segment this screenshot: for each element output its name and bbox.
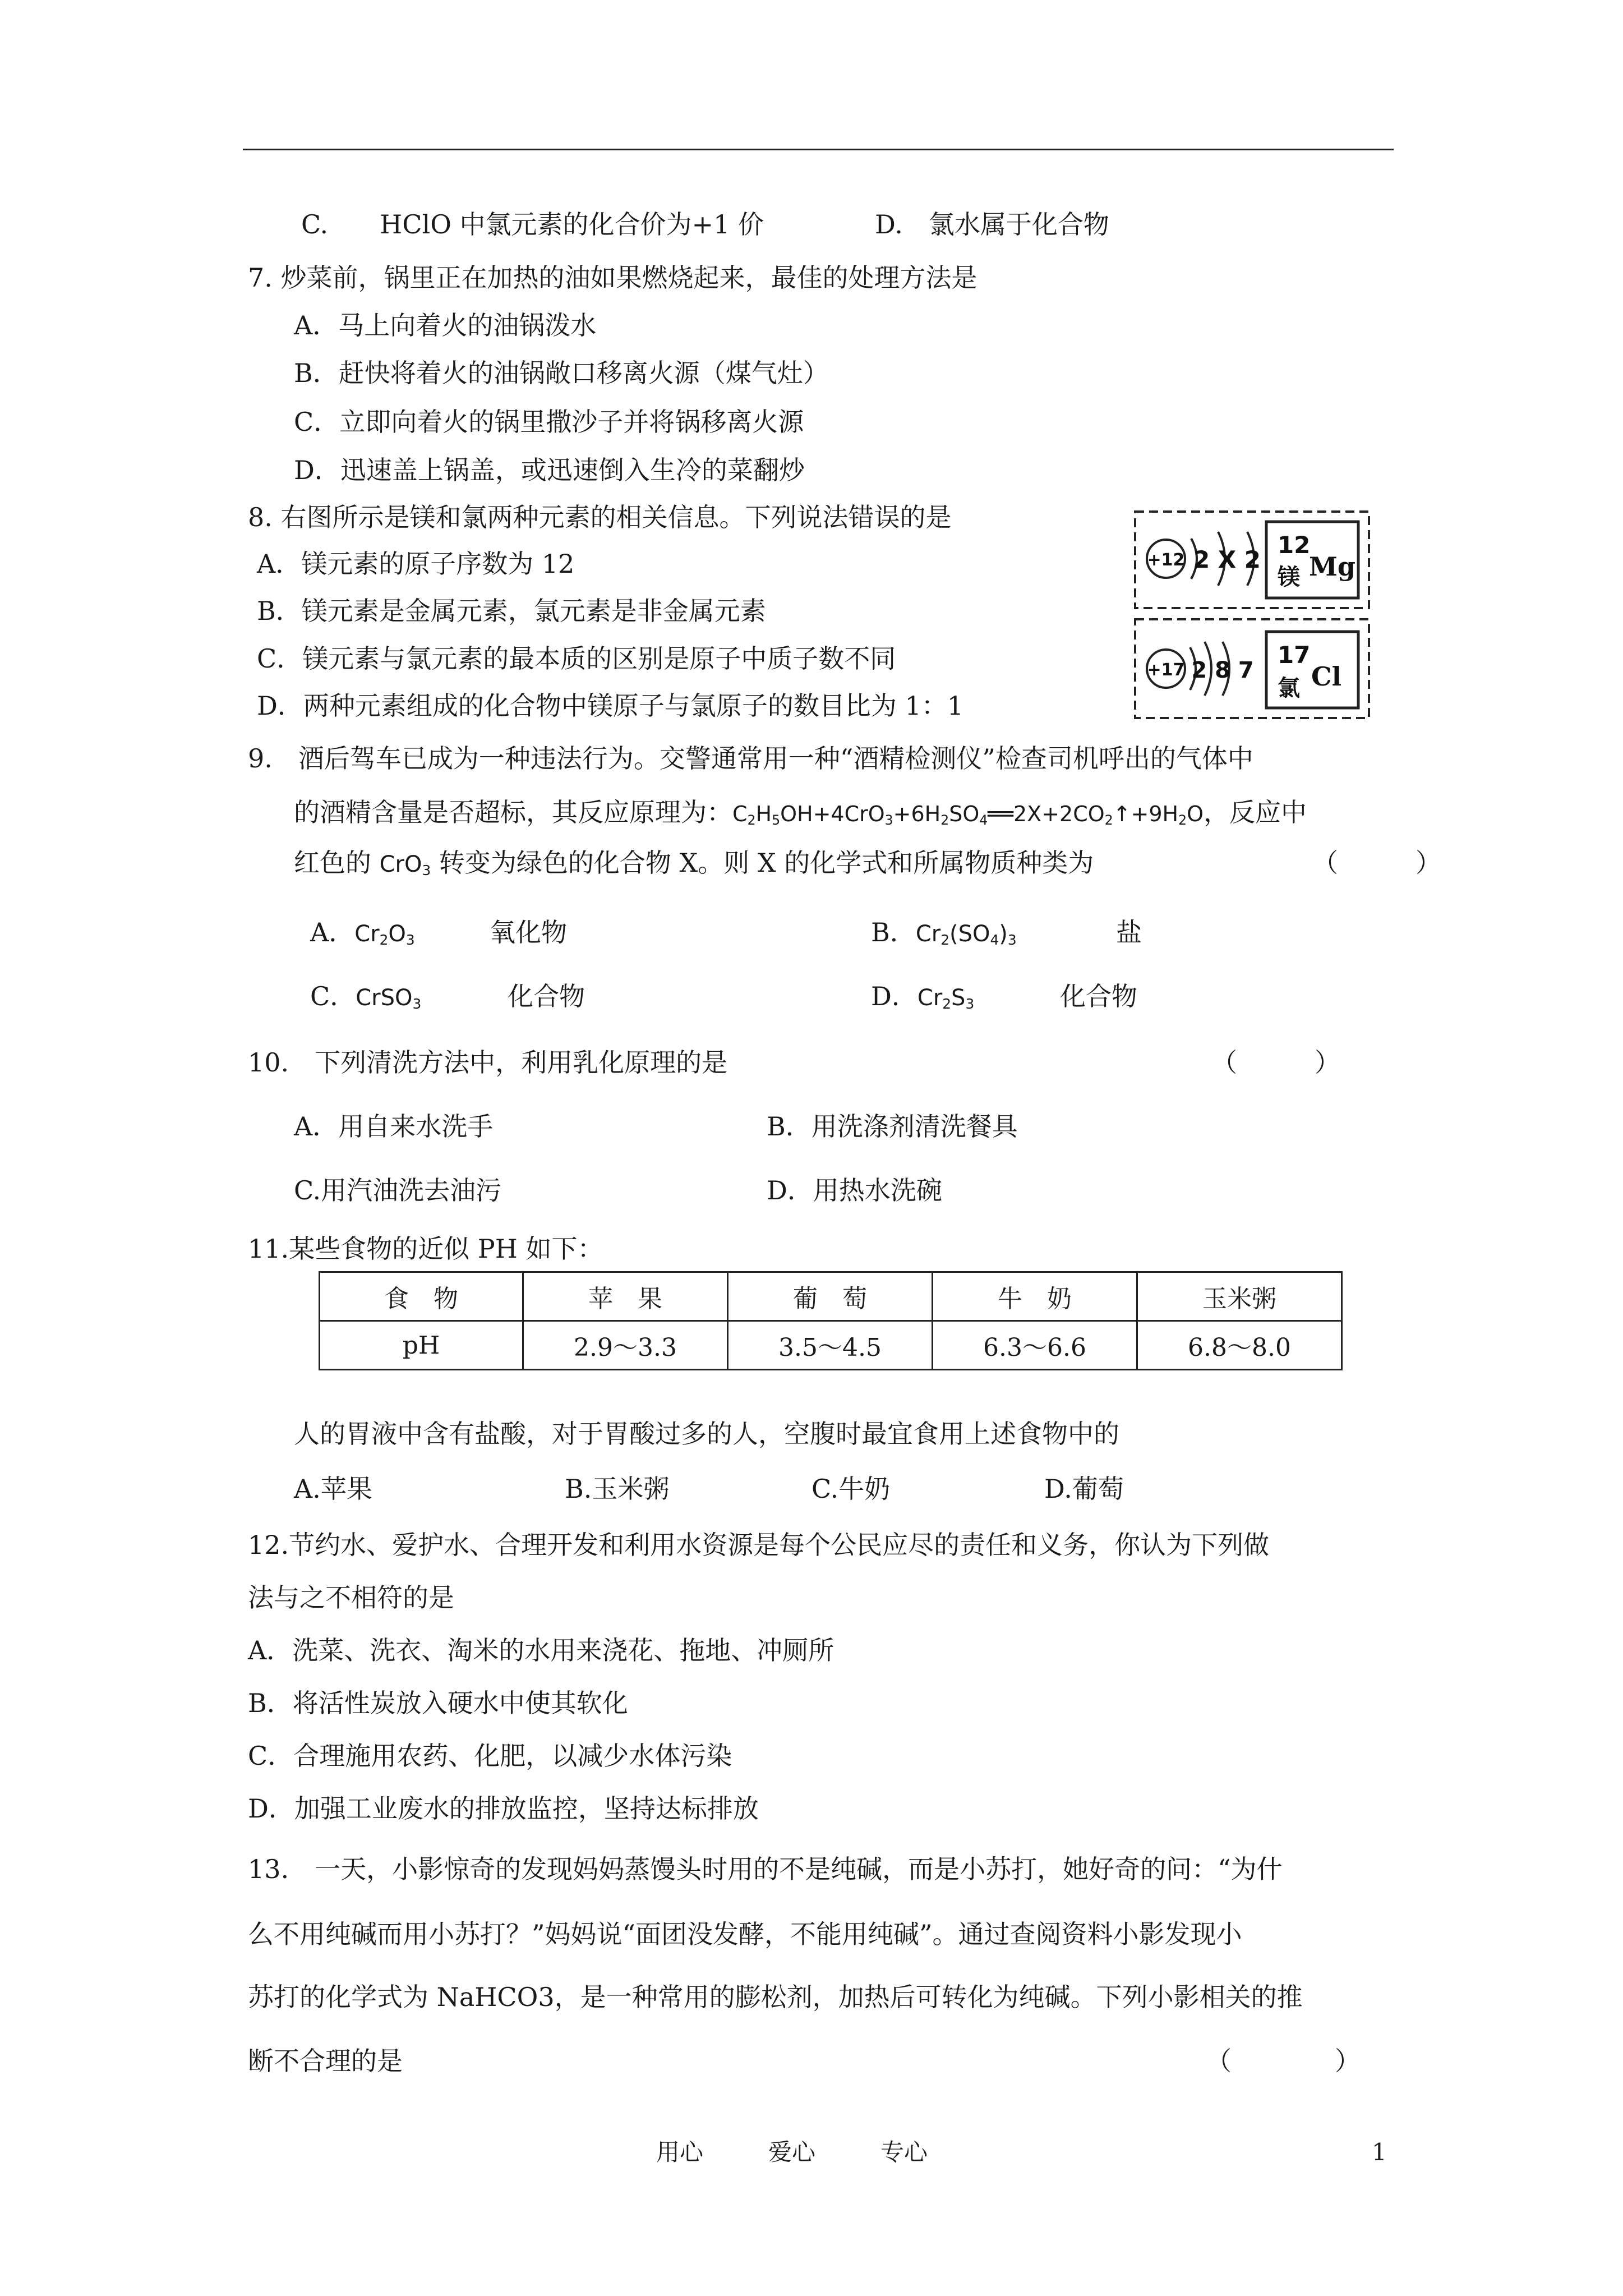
q9-answer-bracket: （ ） (1312, 848, 1441, 878)
q10-option-d: D．用热水洗碗 (767, 1175, 942, 1205)
q9-equation: $C_2H_5OH+4CrO_3+6H_2SO_4══2X+2CO_2↑+9H_2O$ (732, 802, 1204, 828)
q8-option-a: A．镁元素的原子序数为 12 (257, 549, 575, 579)
ph-table-header-row (320, 1272, 1342, 1321)
q13-answer-bracket: （ ） (1206, 2046, 1361, 2076)
q10-option-a: A．用自来水洗手 (294, 1111, 494, 1142)
ph-table-header-cell: 葡 萄 (728, 1272, 933, 1321)
q9-line-1: 9. 酒后驾车已成为一种违法行为。交警通常用一种“酒精检测仪”检查司机呼出的气体中 (248, 743, 1253, 774)
q13-line-3: 苏打的化学式为 NaHCO3，是一种常用的膨松剂，加热后可转化为纯碱。下列小影相关的推 (248, 1982, 1303, 2012)
q12-line-1: 12.节约水、爱护水、合理开发和利用水资源是每个公民应尽的责任和义务，你认为下列做 (248, 1530, 1270, 1560)
footer-left-motto: 用心 (656, 2138, 704, 2166)
q11-option-b: B.玉米粥 (565, 1474, 670, 1504)
ph-table-header-cell: 苹 果 (523, 1272, 728, 1321)
q12-line-2: 法与之不相符的是 (248, 1582, 454, 1613)
q9-option-d: D．$Cr_2S_3$ (871, 981, 975, 1013)
q10-option-b: B．用洗涤剂清洗餐具 (767, 1111, 1018, 1142)
cl-atomic-number: 17 (1278, 641, 1311, 669)
q12-option-b: B．将活性炭放入硬水中使其软化 (248, 1688, 628, 1718)
q6-option-d: D. 氯水属于化合物 (875, 209, 1109, 240)
q10-option-c: C.用汽油洗去油污 (294, 1175, 502, 1205)
q9-option-d-type: 化合物 (1060, 981, 1137, 1011)
q12-option-c: C．合理施用农药、化肥，以减少水体污染 (248, 1741, 732, 1771)
q11-line-2: 人的胃液中含有盐酸，对于胃酸过多的人，空腹时最宜食用上述食物中的 (294, 1419, 1119, 1449)
cl-nucleus: +17 (1147, 660, 1185, 680)
q8-option-c: C．镁元素与氯元素的最本质的区别是原子中质子数不同 (257, 643, 896, 674)
ph-table (319, 1271, 1343, 1370)
q12-option-d: D．加强工业废水的排放监控，坚持达标排放 (248, 1793, 759, 1824)
q11-option-d: D.葡萄 (1044, 1474, 1124, 1504)
footer-right-motto: 专心 (880, 2138, 928, 2166)
q9-line-2: 的酒精含量是否超标，其反应原理为：$C_2H_5OH+4CrO_3+6H_2SO_4══2X+2CO_2↑+9H_2O$，反应中 (294, 797, 1307, 828)
ph-table-header-cell: 牛 奶 (933, 1272, 1137, 1321)
mg-element-card (1266, 522, 1358, 598)
ph-table-cell: 6.8～8.0 (1137, 1321, 1342, 1370)
q9-option-c: C．CrSO$_3$ (310, 981, 422, 1013)
q11-option-a: A.苹果 (294, 1474, 372, 1504)
ph-table-cell: 2.9～3.3 (523, 1321, 728, 1370)
q10-stem: 10. 下列清洗方法中，利用乳化原理的是 (248, 1047, 728, 1078)
cl-element-card (1266, 632, 1358, 708)
q9-option-a-type: 氧化物 (490, 917, 567, 947)
ph-table-header-cell: 玉米粥 (1137, 1272, 1342, 1321)
ph-table-cell: 6.3～6.6 (933, 1321, 1137, 1370)
footer-middle-motto: 爱心 (768, 2138, 816, 2166)
mg-cl-element-figure (1133, 509, 1371, 721)
q7-stem: 7. 炒菜前，锅里正在加热的油如果燃烧起来，最佳的处理方法是 (248, 263, 978, 293)
q9-option-b-type: 盐 (1116, 917, 1142, 947)
cl-atom-diagram (1147, 642, 1254, 696)
q13-line-1: 13. 一天，小影惊奇的发现妈妈蒸馒头时用的不是纯碱，而是小苏打，她好奇的问：“为什 (248, 1854, 1283, 1884)
mg-atomic-number: 12 (1278, 531, 1311, 559)
q11-stem: 11.某些食物的近似 PH 如下： (248, 1234, 603, 1264)
cl-symbol: Cl (1311, 661, 1342, 692)
mg-electron-shells: 2 X 2 (1193, 546, 1261, 573)
q7-option-c: C．立即向着火的锅里撒沙子并将锅移离火源 (294, 407, 804, 437)
q13-line-4: 断不合理的是 (248, 2046, 403, 2076)
ph-table-header-cell: 食 物 (320, 1272, 523, 1321)
q13-line-2: 么不用纯碱而用小苏打？”妈妈说“面团没发酵，不能用纯碱”。通过查阅资料小影发现小 (248, 1919, 1242, 1949)
mg-symbol: Mg (1309, 551, 1356, 582)
q6-option-c: C. HClO 中氯元素的化合价为+1 价 (301, 209, 764, 240)
cl-electron-shells: 2 8 7 (1191, 657, 1254, 683)
cl-name: 氯 (1278, 675, 1300, 701)
q9-option-a: A．$Cr_2O_3$ (310, 917, 415, 949)
q7-option-d: D．迅速盖上锅盖，或迅速倒入生冷的菜翻炒 (294, 455, 805, 485)
mg-atom-diagram (1147, 532, 1261, 586)
mg-name: 镁 (1278, 564, 1300, 590)
q8-option-b: B．镁元素是金属元素，氯元素是非金属元素 (257, 596, 766, 626)
q7-option-b: B．赶快将着火的油锅敞口移离火源（煤气灶） (294, 358, 829, 388)
q12-option-a: A．洗菜、洗衣、淘米的水用来浇花、拖地、冲厕所 (248, 1635, 834, 1665)
mg-nucleus: +12 (1147, 550, 1185, 570)
header-rule (243, 149, 1394, 150)
q8-option-d: D．两种元素组成的化合物中镁原子与氯原子的数目比为 1：1 (257, 691, 964, 721)
q9-option-c-type: 化合物 (508, 981, 585, 1011)
q11-option-c: C.牛奶 (811, 1474, 891, 1504)
q9-option-b: B．$Cr_2(SO_4)_3$ (871, 917, 1017, 949)
ph-table-cell: pH (320, 1321, 523, 1370)
ph-table-row (320, 1321, 1342, 1370)
q10-answer-bracket: （ ） (1211, 1047, 1340, 1078)
ph-table-cell: 3.5～4.5 (728, 1321, 933, 1370)
q7-option-a: A．马上向着火的油锅泼水 (294, 310, 597, 341)
q8-stem: 8. 右图所示是镁和氯两种元素的相关信息。下列说法错误的是 (248, 502, 952, 532)
q9-line-3: 红色的 CrO$_3$ 转变为绿色的化合物 X。则 X 的化学式和所属物质种类为 (294, 848, 1094, 879)
page-number: 1 (1372, 2138, 1387, 2166)
